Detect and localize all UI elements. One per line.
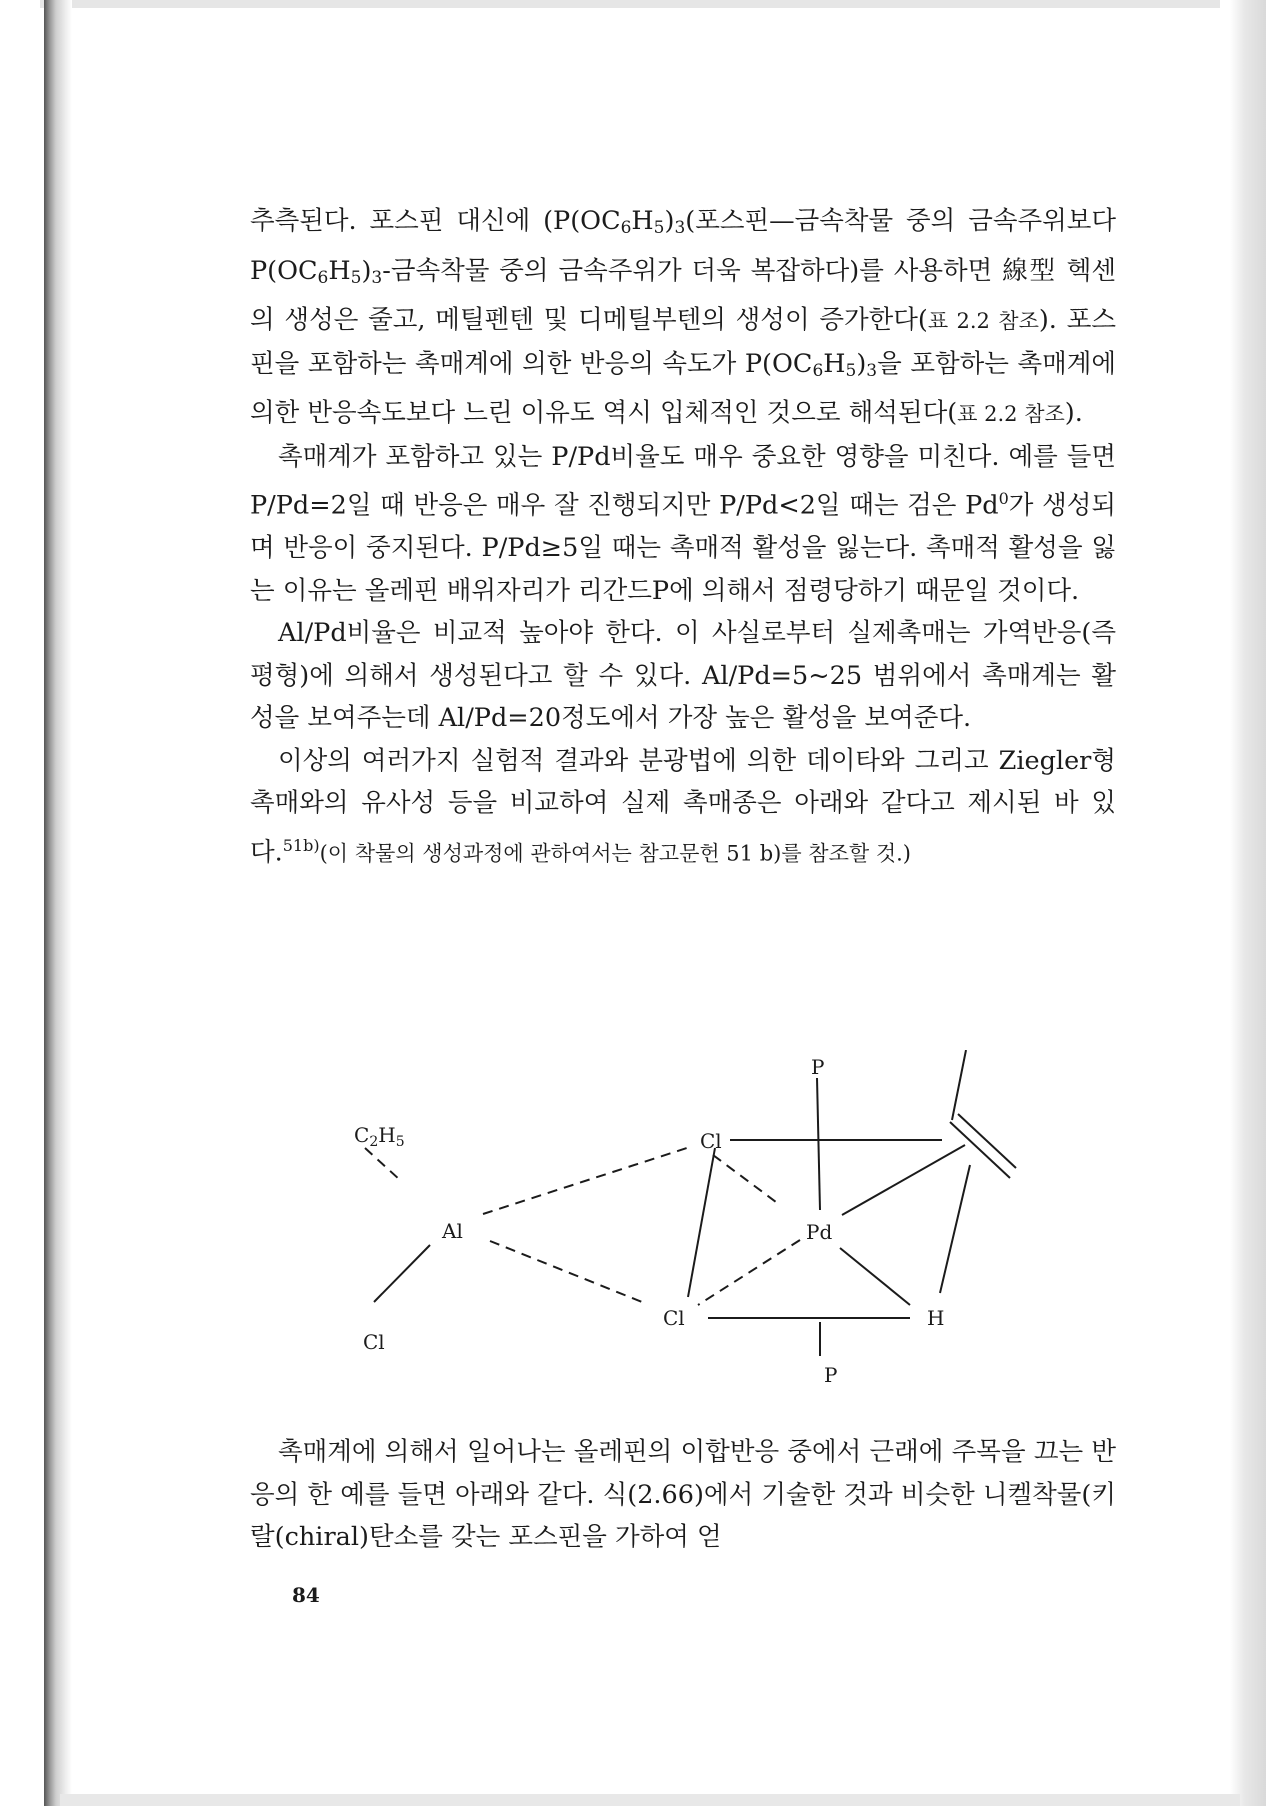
subscript: 6	[812, 360, 824, 381]
text-run: -금속착물 중의 금속주위가 더욱 복잡하다)를 사용하면 線型 헥센의 생성은 줄고, 메틸펜텐 및 디메틸부텐의 생성이 증가한다(	[250, 255, 1116, 335]
subscript: 3	[866, 360, 878, 381]
cl-top-label: Cl	[700, 1129, 722, 1153]
text-run: H	[328, 255, 351, 286]
paragraph	[250, 612, 1116, 740]
text-run: ).	[1064, 398, 1083, 428]
cl-pd-bond	[713, 1155, 776, 1202]
al-cl-bottom-bridge	[490, 1241, 642, 1302]
cl-bottom-left-label: Cl	[363, 1330, 385, 1354]
al-label: Al	[442, 1219, 463, 1243]
paragraph	[250, 436, 1116, 613]
h-label: H	[927, 1306, 945, 1330]
body-text-lower	[250, 1431, 1116, 1559]
text-run: 이상의 여러가지 실험적 결과와 분광법에 의한 데이타와 그리고 Ziegler형 촉매와의 유사성 등을 비교하여 실제 촉매종은 아래와 같다고 제시된 바 있다.	[250, 745, 1116, 867]
text-run: 표 2.2 참조	[957, 402, 1065, 426]
text-run: 촉매계에 의해서 일어나는 올레핀의 이합반응 중에서 근래에 주목을 끄는 반응의 한 예를 들면 아래와 같다. 식(2.66)에서 기술한 것과 비슷한 니켈착물(키랄(chiral)탄소를 갖는 포스핀을 가하여 얻	[250, 1437, 1116, 1552]
text-run: )	[856, 348, 867, 379]
pd-h-bond	[840, 1248, 910, 1305]
al-cl-top-bridge	[483, 1147, 690, 1214]
p-bottom-label: P	[824, 1363, 838, 1387]
subscript: 3	[674, 218, 686, 238]
paragraph	[250, 200, 1116, 436]
text-run: )	[664, 206, 675, 236]
olefin-bond-1	[950, 1122, 1010, 1178]
text-run: H	[631, 206, 654, 236]
body-text-upper	[250, 200, 1116, 875]
text-run: (이 착물의 생성과정에 관하여서는 참고문헌 51 b)를 참조할 것.)	[319, 841, 911, 865]
superscript: 51b)	[282, 835, 320, 855]
text-run: 촉매계가 포함하고 있는 P/Pd비율도 매우 중요한 영향을 미친다. 예를 들면 P/Pd=2일 때 반응은 매우 잘 진행되지만 P/Pd<2일 때는 검은 Pd	[250, 441, 1116, 521]
al-ethyl-bond	[365, 1148, 400, 1180]
text-run: 표 2.2 참조	[927, 309, 1039, 333]
superscript: 0	[998, 489, 1009, 508]
subscript: 5	[350, 267, 362, 288]
text-run: ). 포스핀을 포함하는 촉매계에 의한 반응의 속도가 P(OC	[250, 305, 1116, 379]
text-run: H	[823, 348, 846, 379]
paragraph	[250, 740, 1116, 875]
text-run: (포스핀—금속착물 중의 금속주위보다 P(OC	[250, 206, 1116, 286]
page-bottom-edge	[60, 1794, 1240, 1806]
olefin-substituent	[952, 1050, 966, 1120]
p-pd-bond	[817, 1078, 820, 1210]
olefin-h-bond	[940, 1165, 970, 1293]
text-run: )	[361, 255, 372, 286]
subscript: 5	[653, 218, 665, 238]
subscript: 6	[317, 267, 329, 288]
ethyl-label: $C_2H_5$	[354, 1123, 405, 1150]
subscript: 5	[845, 360, 857, 381]
paragraph	[250, 1431, 1116, 1559]
text-run: Al/Pd비율은 비교적 높아야 한다. 이 사실로부터 실제촉매는 가역반응(즉 평형)에 의해서 생성된다고 할 수 있다. Al/Pd=5~25 범위에서 촉매계는 활성을 보여주는데 Al/Pd=20정도에서 가장 높은 활성을 보여준다.	[250, 618, 1116, 733]
pd-label: Pd	[806, 1220, 833, 1244]
text-run: 을 포함하는 촉매계에 의한 반응속도보다 느린 이유도 역시 입체적인 것으로 해석된다(	[250, 348, 1116, 428]
cl-cl-bond	[688, 1148, 715, 1297]
subscript: 6	[620, 218, 632, 238]
book-spine-shadow	[44, 0, 72, 1806]
text-run: 가 생성되며 반응이 중지된다. P/Pd≥5일 때는 촉매적 활성을 잃는다. 촉매적 활성을 잃는 이유는 올레핀 배위자리가 리간드P에 의해서 점령당하기 때문일 것이다.	[250, 490, 1117, 606]
p-top-label: P	[811, 1055, 825, 1079]
page-number: 84	[292, 1583, 320, 1607]
subscript: 3	[371, 267, 383, 288]
cl-bottom-label: Cl	[663, 1306, 685, 1330]
page-top-edge	[40, 0, 1220, 8]
catalyst-structure-diagram	[330, 1050, 1030, 1410]
pd-olefin-bond	[842, 1145, 965, 1215]
al-cl-bond	[374, 1245, 430, 1302]
pd-cl-bottom-bond	[698, 1240, 800, 1305]
text-run: 추측된다. 포스핀 대신에 (P(OC	[250, 206, 621, 236]
olefin-bond-2	[958, 1114, 1016, 1168]
page-right-edge	[1230, 0, 1266, 1806]
